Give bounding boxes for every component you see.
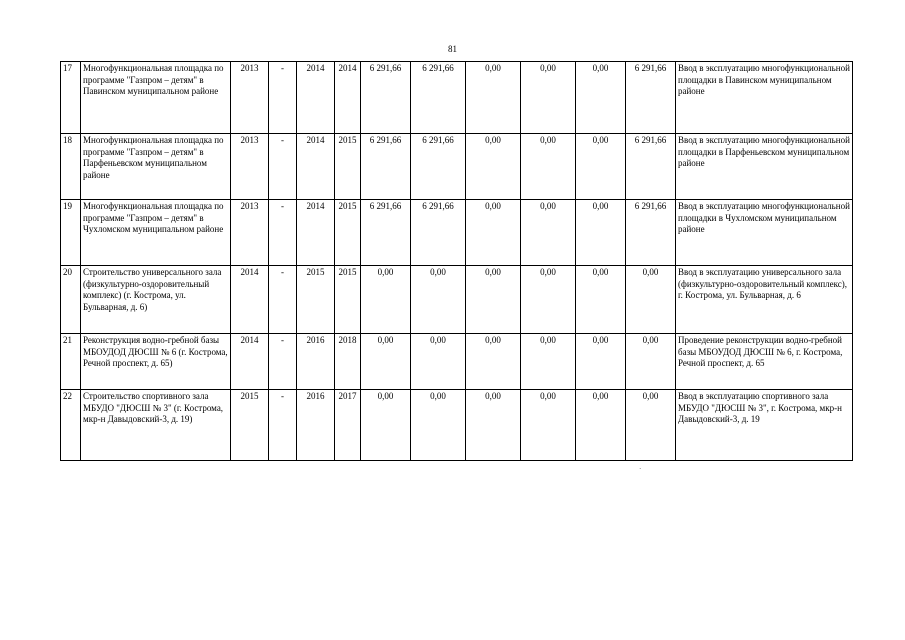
row-number: 20 <box>61 266 81 334</box>
year-b: 2015 <box>335 200 361 266</box>
year-a: 2016 <box>297 334 335 390</box>
year-a: 2015 <box>297 266 335 334</box>
table-row <box>61 390 853 461</box>
value-3: 0,00 <box>576 266 626 334</box>
year-start: 2014 <box>231 334 269 390</box>
year-b: 2017 <box>335 390 361 461</box>
value-3: 0,00 <box>576 200 626 266</box>
object-name: Многофункциональная площадка по программе "Газпром – детям" в Павинском муниципальном районе <box>81 62 231 134</box>
year-start: 2013 <box>231 62 269 134</box>
value-4: 0,00 <box>626 390 676 461</box>
object-name: Многофункциональная площадка по программе "Газпром – детям" в Чухломском муниципальном районе <box>81 200 231 266</box>
row-number: 21 <box>61 334 81 390</box>
object-name: Строительство спортивного зала МБУДО "ДЮСШ № 3" (г. Кострома, мкр-н Давыдовский-3, д. 19) <box>81 390 231 461</box>
object-name: Реконструкция водно-гребной базы МБОУДОД ДЮСШ № 6 (г. Кострома, Речной проспект, д. 65) <box>81 334 231 390</box>
expected-result: Ввод в эксплуатацию спортивного зала МБУДО "ДЮСШ № 3", г. Кострома, мкр-н Давыдовский-3, д. 19 <box>676 390 853 461</box>
object-name: Строительство универсального зала (физкультурно-оздоровительный комплекс) (г. Кострома, ул. Бульварная, д. 6) <box>81 266 231 334</box>
value-3: 0,00 <box>576 134 626 200</box>
value-1: 0,00 <box>466 134 521 200</box>
row-number: 22 <box>61 390 81 461</box>
value-4: 6 291,66 <box>626 200 676 266</box>
cost-a: 6 291,66 <box>411 200 466 266</box>
expected-result: Ввод в эксплуатацию многофункциональной площадки в Парфеньевском муниципальном районе <box>676 134 853 200</box>
value-4: 0,00 <box>626 266 676 334</box>
expected-result: Ввод в эксплуатацию универсального зала (физкультурно-оздоровительный комплекс), г. Кострома, ул. Бульварная, д. 6 <box>676 266 853 334</box>
value-1: 0,00 <box>466 62 521 134</box>
expected-result: Ввод в эксплуатацию многофункциональной площадки в Павинском муниципальном районе <box>676 62 853 134</box>
dash-cell: - <box>269 134 297 200</box>
value-2: 0,00 <box>521 390 576 461</box>
year-a: 2014 <box>297 200 335 266</box>
year-start: 2015 <box>231 390 269 461</box>
value-4: 0,00 <box>626 334 676 390</box>
value-1: 0,00 <box>466 334 521 390</box>
year-start: 2014 <box>231 266 269 334</box>
row-number: 18 <box>61 134 81 200</box>
cost-total: 6 291,66 <box>361 200 411 266</box>
expected-result: Ввод в эксплуатацию многофункциональной площадки в Чухломском муниципальном районе <box>676 200 853 266</box>
year-start: 2013 <box>231 200 269 266</box>
cost-total: 0,00 <box>361 390 411 461</box>
row-number: 17 <box>61 62 81 134</box>
value-2: 0,00 <box>521 62 576 134</box>
year-b: 2014 <box>335 62 361 134</box>
value-3: 0,00 <box>576 62 626 134</box>
dash-cell: - <box>269 390 297 461</box>
table-row <box>61 134 853 200</box>
cost-a: 0,00 <box>411 266 466 334</box>
table-row <box>61 266 853 334</box>
value-1: 0,00 <box>466 200 521 266</box>
cost-total: 6 291,66 <box>361 62 411 134</box>
scan-dot: · <box>639 465 642 473</box>
value-4: 6 291,66 <box>626 62 676 134</box>
year-b: 2015 <box>335 266 361 334</box>
dash-cell: - <box>269 334 297 390</box>
cost-total: 6 291,66 <box>361 134 411 200</box>
dash-cell: - <box>269 266 297 334</box>
cost-a: 0,00 <box>411 334 466 390</box>
value-4: 6 291,66 <box>626 134 676 200</box>
cost-a: 6 291,66 <box>411 62 466 134</box>
value-3: 0,00 <box>576 334 626 390</box>
table-row <box>61 334 853 390</box>
value-2: 0,00 <box>521 134 576 200</box>
year-a: 2016 <box>297 390 335 461</box>
value-2: 0,00 <box>521 266 576 334</box>
program-table <box>60 61 853 461</box>
dash-cell: - <box>269 200 297 266</box>
value-3: 0,00 <box>576 390 626 461</box>
object-name: Многофункциональная площадка по программе "Газпром – детям" в Парфеньевском муниципальном районе <box>81 134 231 200</box>
year-a: 2014 <box>297 134 335 200</box>
cost-total: 0,00 <box>361 266 411 334</box>
year-a: 2014 <box>297 62 335 134</box>
expected-result: Проведение реконструкции водно-гребной базы МБОУДОД ДЮСШ № 6, г. Кострома, Речной проспект, д. 65 <box>676 334 853 390</box>
page-number: 81 <box>448 44 457 54</box>
dash-cell: - <box>269 62 297 134</box>
value-1: 0,00 <box>466 390 521 461</box>
value-2: 0,00 <box>521 200 576 266</box>
table-row <box>61 62 853 134</box>
value-2: 0,00 <box>521 334 576 390</box>
cost-total: 0,00 <box>361 334 411 390</box>
year-b: 2015 <box>335 134 361 200</box>
year-b: 2018 <box>335 334 361 390</box>
cost-a: 0,00 <box>411 390 466 461</box>
row-number: 19 <box>61 200 81 266</box>
table-row <box>61 200 853 266</box>
value-1: 0,00 <box>466 266 521 334</box>
year-start: 2013 <box>231 134 269 200</box>
cost-a: 6 291,66 <box>411 134 466 200</box>
